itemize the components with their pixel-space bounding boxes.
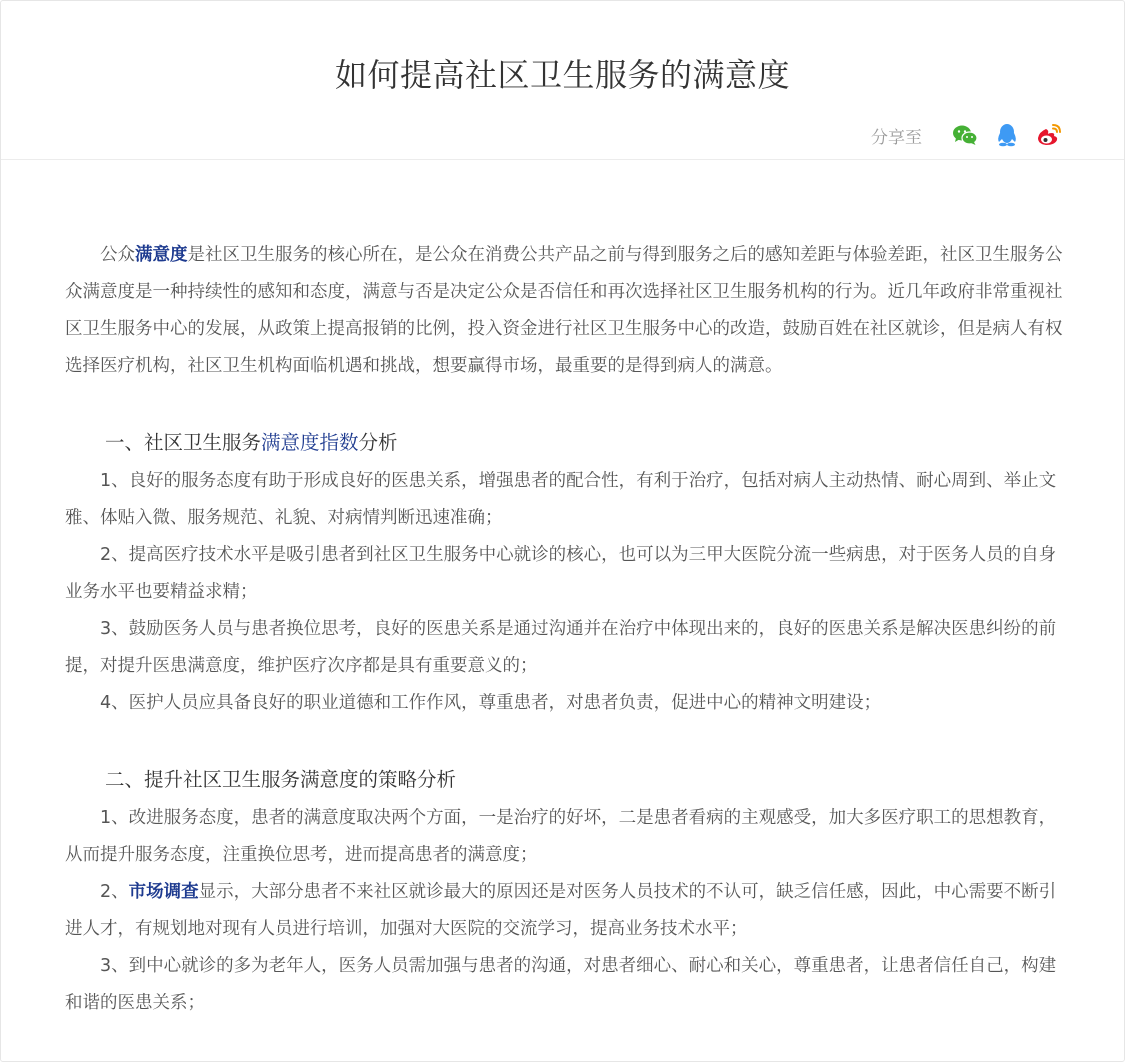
spacer — [65, 722, 1065, 759]
share-label: 分享至 — [871, 127, 922, 148]
list-item: 1、改进服务态度，患者的满意度取决两个方面，一是治疗的好坏，二是患者看病的主观感受，加大多医疗职工的思想教育，从而提升服务态度，注重换位思考，进而提高患者的满意度； — [65, 808, 1057, 865]
spacer — [65, 385, 1065, 422]
satisfaction-index-link[interactable]: 满意度指数 — [261, 431, 359, 454]
section-2-heading: 二、提升社区卫生服务满意度的策略分析 — [105, 768, 457, 791]
list-item: 1、良好的服务态度有助于形成良好的医患关系，增强患者的配合性，有利于治疗，包括对病人主动热情、耐心周到、举止文雅、体贴入微、服务规范、礼貌、对病情判断迅速准确； — [65, 471, 1057, 528]
article-title: 如何提高社区卫生服务的满意度 — [334, 56, 790, 94]
intro-text: 是社区卫生服务的核心所在，是公众在消费公共产品之前与得到服务之后的感知差距与体验差距，社区卫生服务公众满意度是一种持续性的感知和态度，满意与否是决定公众是否信任和再次选择社区卫生服务机构的行为。近几年政府非常重视社区卫生服务中心的发展，从政策上提高报销的比例，投入资金进行社区卫生服务中心的改造，鼓励百姓在社区就诊，但是病人有权选择医疗机构，社区卫生机构面临机遇和挑战，想要赢得市场，最重要的是得到病人的满意。 — [65, 245, 1063, 376]
article-header — [1, 1, 1124, 160]
list-item: 2、市场调查显示，大部分患者不来社区就诊最大的原因还是对医务人员技术的不认可，缺乏信任感，因此，中心需要不断引进人才，有规划地对现有人员进行培训，加强对大医院的交流学习，提高业务技术水平； — [65, 882, 1057, 939]
list-item: 3、鼓励医务人员与患者换位思考，良好的医患关系是通过沟通并在治疗中体现出来的，良好的医患关系是解决医患纠纷的前提，对提升医患满意度，维护医疗次序都是具有重要意义的； — [65, 619, 1057, 676]
intro-prefix: 公众 — [100, 245, 135, 265]
weibo-icon[interactable] — [1036, 122, 1062, 148]
section-1-heading: 一、社区卫生服务满意度指数分析 — [105, 431, 398, 454]
keyword-link-satisfaction[interactable]: 满意度 — [135, 245, 188, 265]
list-item: 2、提高医疗技术水平是吸引患者到社区卫生服务中心就诊的核心，也可以为三甲大医院分流一些病患，对于医务人员的自身业务水平也要精益求精； — [65, 545, 1057, 602]
list-item: 3、到中心就诊的多为老年人，医务人员需加强与患者的沟通，对患者细心、耐心和关心，尊重患者，让患者信任自己，构建和谐的医患关系； — [65, 956, 1057, 1013]
share-bar — [871, 121, 1062, 149]
keyword-link-market-research[interactable]: 市场调查 — [128, 882, 199, 902]
intro-paragraph — [65, 237, 1065, 385]
qq-icon[interactable] — [994, 122, 1020, 148]
article-body — [65, 237, 1065, 1022]
list-item: 4、医护人员应具备良好的职业道德和工作作风，尊重患者，对患者负责，促进中心的精神文明建设； — [100, 693, 882, 713]
wechat-icon[interactable] — [952, 122, 978, 148]
